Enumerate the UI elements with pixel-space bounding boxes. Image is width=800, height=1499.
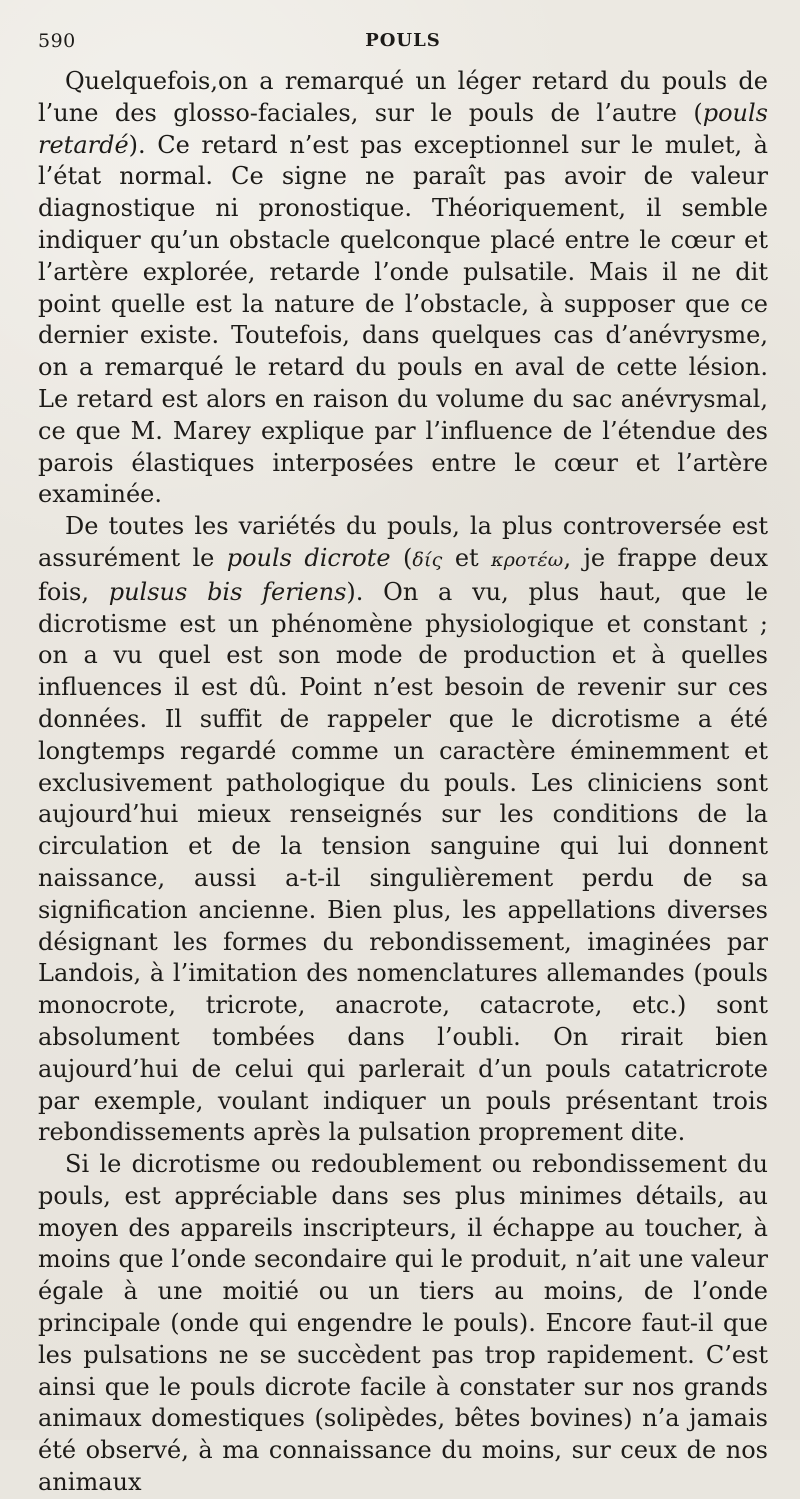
running-title: POULS bbox=[365, 30, 441, 51]
paragraph-2-part-7: , je frappe deux fois, bbox=[38, 543, 768, 606]
paragraph-2-part-2: pouls dicrote bbox=[226, 543, 391, 572]
paragraph-2-part-1: De toutes les variétés du pouls, la plus controversée est assurément le bbox=[38, 512, 768, 572]
page-number: 590 bbox=[38, 30, 76, 52]
paragraph-2-part-5: et bbox=[442, 543, 492, 572]
paragraph-3-part-1: Si le dicrotisme ou redoublement ou rebondissement du pouls, est appréciable dans ses plus minimes détails, au moyen des appareils inscripteurs, il échappe au toucher, à moins que l’onde secondaire qui le produit, n’ait une valeur égale à une moitié ou un tiers au moins, de l’onde principale (onde qui engendre le pouls). Encore faut-il que les pulsations ne se succèdent pas trop rapidement. C’est ainsi que le pouls dicrote facile à constater sur nos grands animaux domestiques (solipèdes, bêtes bovines) n’a jamais été observé, à ma connaissance du moins, sur ceux de nos animaux bbox=[38, 1150, 768, 1497]
paragraph-2-part-8: pulsus bis feriens bbox=[108, 577, 347, 606]
paragraph-2-part-9: ). On a vu, plus haut, que le dicrotisme est un phénomène physiologique et constant ; on a vu quel est son mode de production et à quelles influences il est dû. Point n’est besoin de revenir sur ces données. Il suffit de rappeler que le dicrotisme a été longtemps regardé comme un caractère éminemment et exclusivement pathologique du pouls. Les cliniciens sont aujourd’hui mieux renseignés sur les conditions de la circulation et de la tension sanguine qui lui donnent naissance, aussi a-t-il singulièrement perdu de sa signification ancienne. Bien plus, les appellations diverses désignant les formes du rebondissement, imaginées par Landois, à l’imitation des nomenclatures allemandes (pouls monocrote, tricrote, anacrote, catacrote, etc.) sont absolument tombées dans l’oubli. On rirait bien aujourd’hui de celui qui parlerait d’un pouls catatricrote par exemple, voulant indiquer un pouls présentant trois rebondissements après la pulsation proprement dite. bbox=[38, 577, 768, 1147]
body-text bbox=[38, 66, 768, 1499]
paragraph-2-part-4: δίς bbox=[412, 548, 443, 571]
paragraph-3 bbox=[38, 1149, 768, 1499]
paragraph-1-part-2: pouls retardé bbox=[38, 98, 768, 159]
paragraph-1 bbox=[38, 66, 768, 511]
running-header bbox=[38, 30, 768, 58]
paragraph-1-part-3: ). Ce retard n’est pas exceptionnel sur le mulet, à l’état normal. Ce signe ne paraît pas avoir de valeur diagnostique ni pronostique. Théoriquement, il semble indiquer qu’un obstacle quelconque placé entre le cœur et l’artère explorée, retarde l’onde pulsatile. Mais il ne dit point quelle est la nature de l’obstacle, à supposer que ce dernier existe. Toutefois, dans quelques cas d’anévrysme, on a remarqué le retard du pouls en aval de cette lésion. Le retard est alors en raison du volume du sac anévrysmal, ce que M. Marey explique par l’influence de l’étendue des parois élastiques interposées entre le cœur et l’artère examinée. bbox=[38, 130, 768, 509]
paragraph-2 bbox=[38, 511, 768, 1149]
paragraph-2-part-6: κροτέω bbox=[491, 548, 564, 571]
paragraph-1-part-1: Quelquefois,on a remarqué un léger retard du pouls de l’une des glosso-faciales, sur le pouls de l’autre ( bbox=[38, 67, 768, 127]
paragraph-2-part-3: ( bbox=[390, 543, 413, 572]
